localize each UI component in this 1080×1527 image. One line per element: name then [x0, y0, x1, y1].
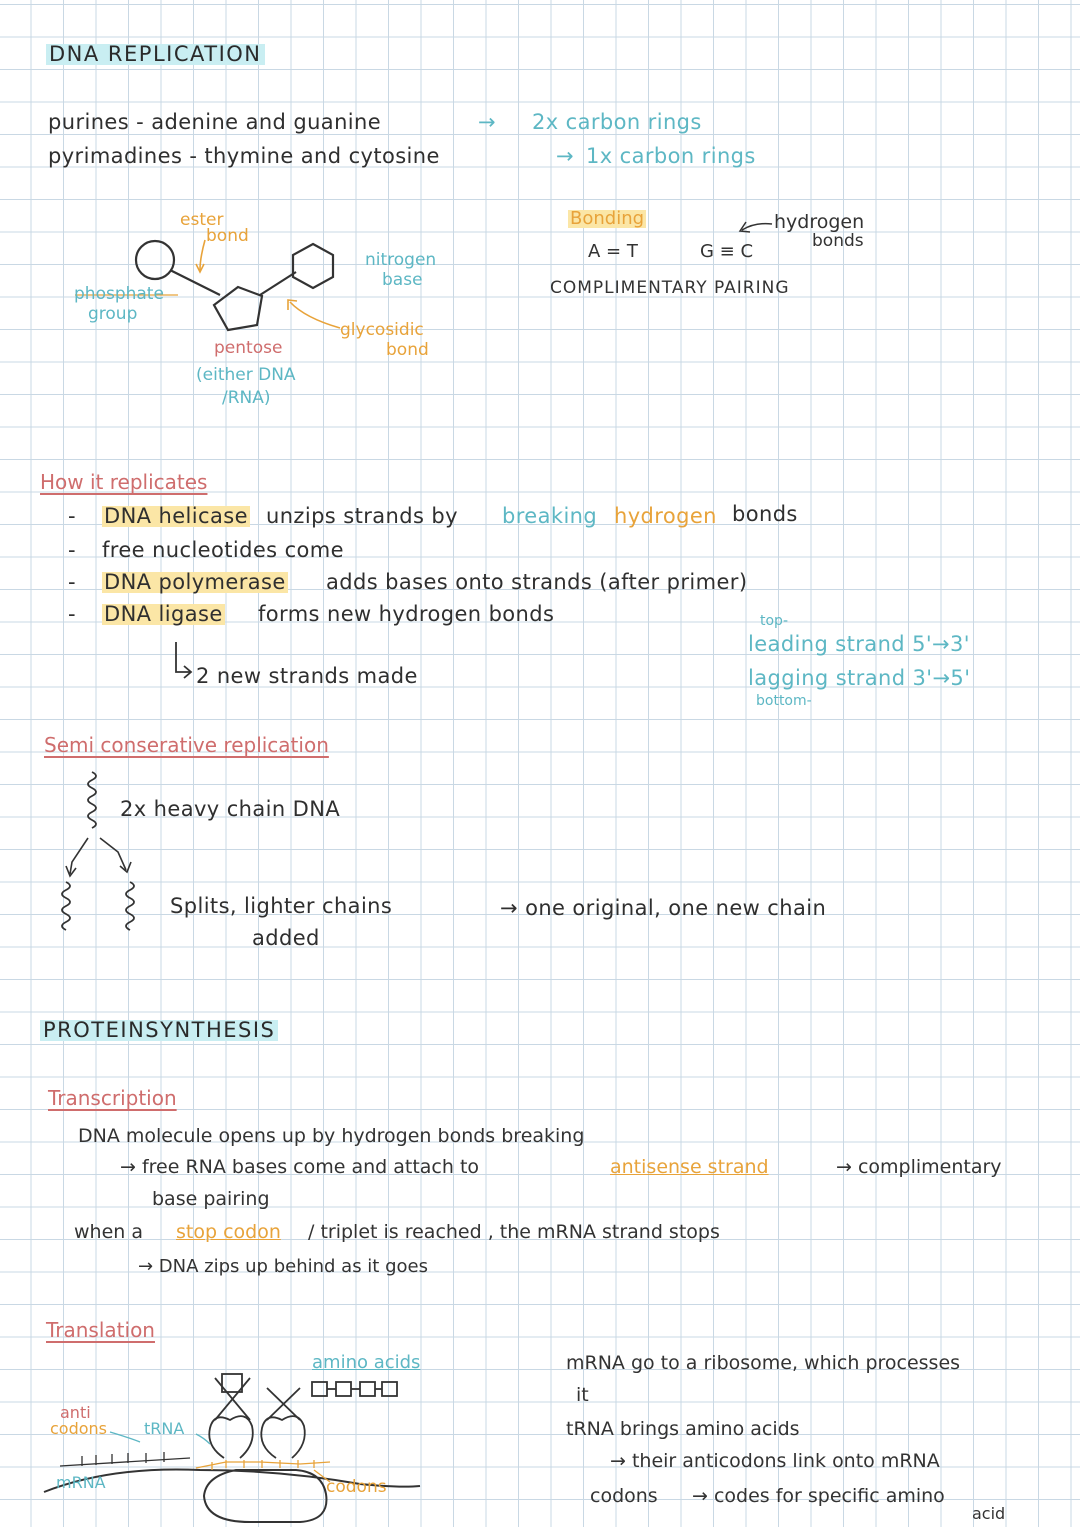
- pyrimidines-rings: 1x carbon rings: [586, 144, 756, 168]
- ribosome: [204, 1470, 326, 1522]
- pentose-label: pentose: [214, 338, 283, 358]
- transcription-title: Transcription: [48, 1086, 177, 1110]
- at-pair: A = T: [588, 241, 638, 262]
- bond-label: bond: [206, 226, 249, 246]
- heavy-chain-text: 2x heavy chain DNA: [120, 797, 341, 821]
- step-1-hydrogen: hydrogen: [614, 504, 717, 528]
- leading-strand-label: leading strand 5'→3': [748, 632, 970, 656]
- transcription-line-2: → free RNA bases come and attach to: [120, 1156, 480, 1178]
- purines-arrow: →: [478, 110, 496, 134]
- protein-synthesis-title: PROTEINSYNTHESIS: [40, 1020, 278, 1041]
- top-label: top-: [760, 613, 788, 629]
- translation-note-5-a: codons: [590, 1485, 658, 1507]
- translation-note-5-b: → codes for specific amino: [692, 1485, 945, 1507]
- step-1-term: DNA helicase: [104, 504, 248, 528]
- step-1-dash: -: [68, 504, 76, 528]
- either-label: (either DNA: [196, 365, 296, 385]
- page-title: DNA REPLICATION: [46, 44, 265, 65]
- pairing-label: COMPLIMENTARY PAIRING: [550, 278, 790, 298]
- transcription-line-5: → DNA zips up behind as it goes: [138, 1256, 428, 1277]
- amino-acids-label: amino acids: [312, 1352, 421, 1373]
- gc-pair: G ≡ C: [700, 241, 754, 262]
- splits-text: Splits, lighter chains: [170, 894, 393, 918]
- added-text: added: [252, 926, 320, 950]
- step-2-dash: -: [68, 538, 76, 562]
- nitrogen-label: nitrogen: [365, 250, 437, 270]
- step-4-term: DNA ligase: [104, 602, 223, 626]
- trna-1: [209, 1416, 253, 1458]
- transcription-line-3: base pairing: [152, 1188, 270, 1210]
- trna-label: tRNA: [144, 1419, 185, 1438]
- hydrogen-label: hydrogen: [774, 211, 865, 233]
- phosphate-label: phosphate: [74, 284, 164, 304]
- bonds-label: bonds: [812, 231, 864, 251]
- semiconservative-result: → one original, one new chain: [500, 896, 827, 920]
- translation-note-6: acid: [972, 1504, 1006, 1523]
- transcription-line-1: DNA molecule opens up by hydrogen bonds breaking: [78, 1125, 585, 1147]
- purines-rings: 2x carbon rings: [532, 110, 702, 134]
- pyrimidines-arrow: →: [556, 144, 574, 168]
- ester-label: ester: [180, 210, 224, 230]
- anticodons-label: codons: [50, 1419, 108, 1438]
- mrna-label: mRNA: [56, 1473, 106, 1492]
- step-1-bonds: bonds: [732, 502, 798, 526]
- base-label: base: [382, 270, 423, 290]
- step-1-breaking: breaking: [502, 504, 598, 528]
- stop-codon: stop codon: [176, 1221, 281, 1243]
- translation-note-2: it: [576, 1384, 589, 1406]
- step-4-text: forms new hydrogen bonds: [258, 602, 555, 626]
- either-rna-label: /RNA): [222, 388, 271, 408]
- semiconservative-title: Semi conserative replication: [44, 733, 329, 757]
- complimentary-text: → complimentary: [836, 1156, 1002, 1178]
- codons-label: codons: [326, 1477, 387, 1497]
- translation-note-4: → their anticodons link onto mRNA: [610, 1450, 940, 1472]
- step-4-dash: -: [68, 602, 76, 626]
- step-3-text: adds bases onto strands (after primer): [326, 570, 748, 594]
- anti-label: anti: [60, 1403, 91, 1422]
- glycosidic-bond-label: bond: [386, 340, 429, 360]
- bonding-title: Bonding: [570, 208, 645, 229]
- transcription-line-4-c: / triplet is reached , the mRNA strand stops: [308, 1221, 720, 1243]
- glycosidic-label: glycosidic: [340, 320, 424, 340]
- pyrimidines-line: pyrimadines - thymine and cytosine: [48, 144, 440, 168]
- purines-line: purines - adenine and guanine: [48, 110, 382, 134]
- transcription-line-4-a: when a: [74, 1221, 143, 1243]
- group-label: group: [88, 304, 138, 324]
- lagging-strand-label: lagging strand 3'→5': [748, 666, 971, 690]
- step-1-text: unzips strands by: [266, 504, 458, 528]
- how-it-replicates-title: How it replicates: [40, 470, 208, 494]
- step-2-text: free nucleotides come: [102, 538, 344, 562]
- translation-note-1: mRNA go to a ribosome, which processes: [566, 1352, 961, 1374]
- step-3-term: DNA polymerase: [104, 570, 286, 594]
- translation-title: Translation: [46, 1318, 155, 1342]
- bottom-label: bottom-: [756, 693, 812, 709]
- new-strands-text: 2 new strands made: [196, 664, 418, 688]
- antisense-strand: antisense strand: [610, 1156, 769, 1178]
- step-3-dash: -: [68, 570, 76, 594]
- translation-note-3: tRNA brings amino acids: [566, 1418, 800, 1440]
- trna-2: [261, 1416, 305, 1458]
